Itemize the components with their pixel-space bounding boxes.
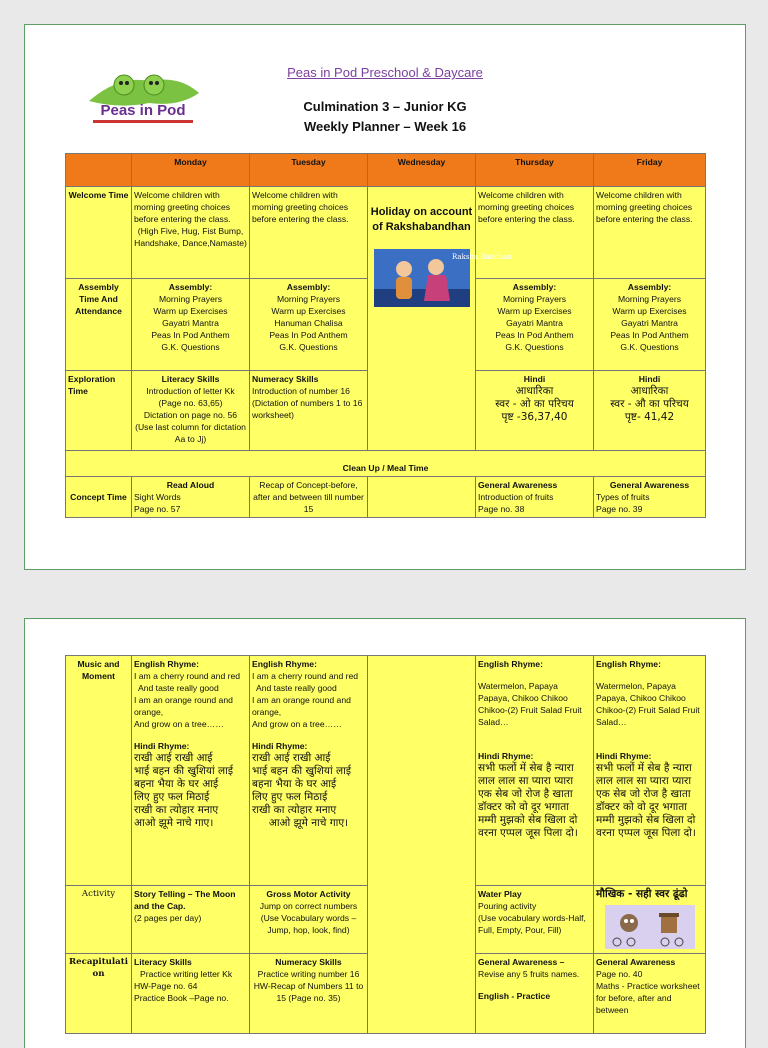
welcome-tuesday: Welcome children with morning greeting choices before entering the class. bbox=[250, 187, 368, 279]
music-thursday: English Rhyme: Watermelon, Papaya Papaya, Chikoo Chikoo Chikoo-(2) Fruit Salad Fruit Salad… Hindi Rhyme: सभी फलों में सेब है न्यारा लाल लाल सा प्यारा प्यारा एक सेब जो रोज है खाता डॉक्टर को वो दूर भगाता मम्मी मुझको सेब खिला दो वरना एप्पल जूस पिला दो। bbox=[476, 656, 594, 886]
assembly-thursday: Assembly: Morning Prayers Warm up Exercises Gayatri Mantra Peas In Pod Anthem G.K. Questions bbox=[476, 279, 594, 371]
wednesday-holiday: Holiday on account of Rakshabandhan Raksha Bandhan bbox=[368, 187, 476, 451]
activity-thursday: Water Play Pouring activity (Use vocabulary words-Half, Full, Empty, Pour, Fill) bbox=[476, 886, 594, 954]
row-label-welcome: Welcome Time bbox=[66, 187, 132, 279]
recap-friday: General Awareness Page no. 40 Maths - Practice worksheet for before, after and between bbox=[594, 954, 706, 1034]
concept-tuesday: Recap of Concept-before, after and between till number 15 bbox=[250, 477, 368, 518]
concept-thursday: General Awareness Introduction of fruits Page no. 38 bbox=[476, 477, 594, 518]
table-row bbox=[66, 187, 706, 279]
recap-thursday: General Awareness – Revise any 5 fruits names. English - Practice bbox=[476, 954, 594, 1034]
exploration-tuesday: Numeracy Skills Introduction of number 16 (Dictation of numbers 1 to 16 worksheet) bbox=[250, 371, 368, 451]
svg-text:Peas in Pod: Peas in Pod bbox=[100, 102, 186, 119]
svg-text:Raksha Bandhan: Raksha Bandhan bbox=[451, 253, 512, 261]
concept-wednesday bbox=[368, 477, 476, 518]
weekly-planner-table bbox=[65, 153, 706, 518]
exploration-monday: Literacy Skills Introduction of letter Kk (Page no. 63,65) Dictation on page no. 56 (Use last column for dictation Aa to Jj) bbox=[132, 371, 250, 451]
school-name[interactable]: Peas in Pod Preschool & Daycare bbox=[287, 65, 483, 80]
exploration-thursday: Hindi आधारिका स्वर - ओ का परिचय पृष्ट -36,37,40 bbox=[476, 371, 594, 451]
music-monday: English Rhyme: I am a cherry round and red And taste really good I am an orange round and orange, And grow on a tree…… Hindi Rhyme: राखी आई राखी आई भाई बहन की खुशियां लाई बहना भैया के घर आई लिए हुए फल मिठाई राखी का त्योहार मनाए आओ झूमे नाचे गाए। bbox=[132, 656, 250, 886]
welcome-friday: Welcome children with morning greeting choices before entering the class. bbox=[594, 187, 706, 279]
row-label-assembly: Assembly Time And Attendance bbox=[66, 279, 132, 371]
assembly-friday: Assembly: Morning Prayers Warm up Exercises Gayatri Mantra Peas In Pod Anthem G.K. Questions bbox=[594, 279, 706, 371]
vowel-picture-worksheet bbox=[605, 905, 695, 949]
planner-title: Culmination 3 – Junior KG bbox=[303, 99, 467, 114]
welcome-thursday: Welcome children with morning greeting choices before entering the class. bbox=[476, 187, 594, 279]
row-label-exploration: Exploration Time bbox=[66, 371, 132, 451]
header-monday: Monday bbox=[132, 154, 250, 187]
header-wednesday: Wednesday bbox=[368, 154, 476, 187]
exploration-friday: Hindi आधारिका स्वर - औ का परिचय पृष्ट- 41,42 bbox=[594, 371, 706, 451]
recap-monday: Literacy Skills Practice writing letter Kk HW-Page no. 64 Practice Book –Page no. bbox=[132, 954, 250, 1034]
concept-friday: General Awareness Types of fruits Page no. 39 bbox=[594, 477, 706, 518]
table-row bbox=[66, 477, 706, 518]
table-row bbox=[66, 656, 706, 886]
concept-monday: Read Aloud Sight Words Page no. 57 bbox=[132, 477, 250, 518]
music-tuesday: English Rhyme: I am a cherry round and red And taste really good I am an orange round and orange, And grow on a tree…… Hindi Rhyme: राखी आई राखी आई भाई बहन की खुशियां लाई बहना भैया के घर आई लिए हुए फल मिठाई राखी का त्योहार मनाए आओ झूमे नाचे गाए। bbox=[250, 656, 368, 886]
welcome-monday: Welcome children with morning greeting choices before entering the class. (High Five, Hug, Fist Bump, Handshake, Dance,Namaste) bbox=[132, 187, 250, 279]
music-friday: English Rhyme: Watermelon, Papaya Papaya, Chikoo Chikoo Chikoo-(2) Fruit Salad Fruit Salad… Hindi Rhyme: सभी फलों में सेब है न्यारा लाल लाल सा प्यारा प्यारा एक सेब जो रोज है खाता डॉक्टर को वो दूर भगाता मम्मी मुझको सेब खिला दो वरना एप्पल जूस पिला दो। bbox=[594, 656, 706, 886]
cleanup-row: Clean Up / Meal Time bbox=[66, 451, 706, 477]
assembly-tuesday: Assembly: Morning Prayers Warm up Exercises Hanuman Chalisa Peas In Pod Anthem G.K. Questions bbox=[250, 279, 368, 371]
activity-tuesday: Gross Motor Activity Jump on correct numbers (Use Vocabulary words –Jump, hop, look, find) bbox=[250, 886, 368, 954]
row-label-recap: Recapitulation bbox=[66, 954, 132, 1034]
planner-page-2 bbox=[24, 618, 746, 1048]
row-label-activity: Activity bbox=[66, 886, 132, 954]
table-header-row bbox=[66, 154, 706, 187]
header-friday: Friday bbox=[594, 154, 706, 187]
row-label-music: Music and Moment bbox=[66, 656, 132, 886]
table-row bbox=[66, 451, 706, 477]
weekly-planner-table-continued bbox=[65, 655, 706, 1034]
planner-subtitle: Weekly Planner – Week 16 bbox=[303, 119, 467, 134]
recap-tuesday: Numeracy Skills Practice writing number 16 HW-Recap of Numbers 11 to 15 (Page no. 35) bbox=[250, 954, 368, 1034]
rakshabandhan-image bbox=[374, 249, 512, 307]
activity-monday: Story Telling – The Moon and the Cap. (2 pages per day) bbox=[132, 886, 250, 954]
planner-page-1 bbox=[24, 24, 746, 570]
row-label-concept: Concept Time bbox=[66, 477, 132, 518]
assembly-monday: Assembly: Morning Prayers Warm up Exercises Gayatri Mantra Peas In Pod Anthem G.K. Questions bbox=[132, 279, 250, 371]
header-corner bbox=[66, 154, 132, 187]
header-thursday: Thursday bbox=[476, 154, 594, 187]
peas-in-pod-logo bbox=[79, 67, 209, 129]
header-tuesday: Tuesday bbox=[250, 154, 368, 187]
wednesday-empty bbox=[368, 656, 476, 1034]
activity-friday: मौखिक - सही स्वर ढूंढो bbox=[594, 886, 706, 954]
